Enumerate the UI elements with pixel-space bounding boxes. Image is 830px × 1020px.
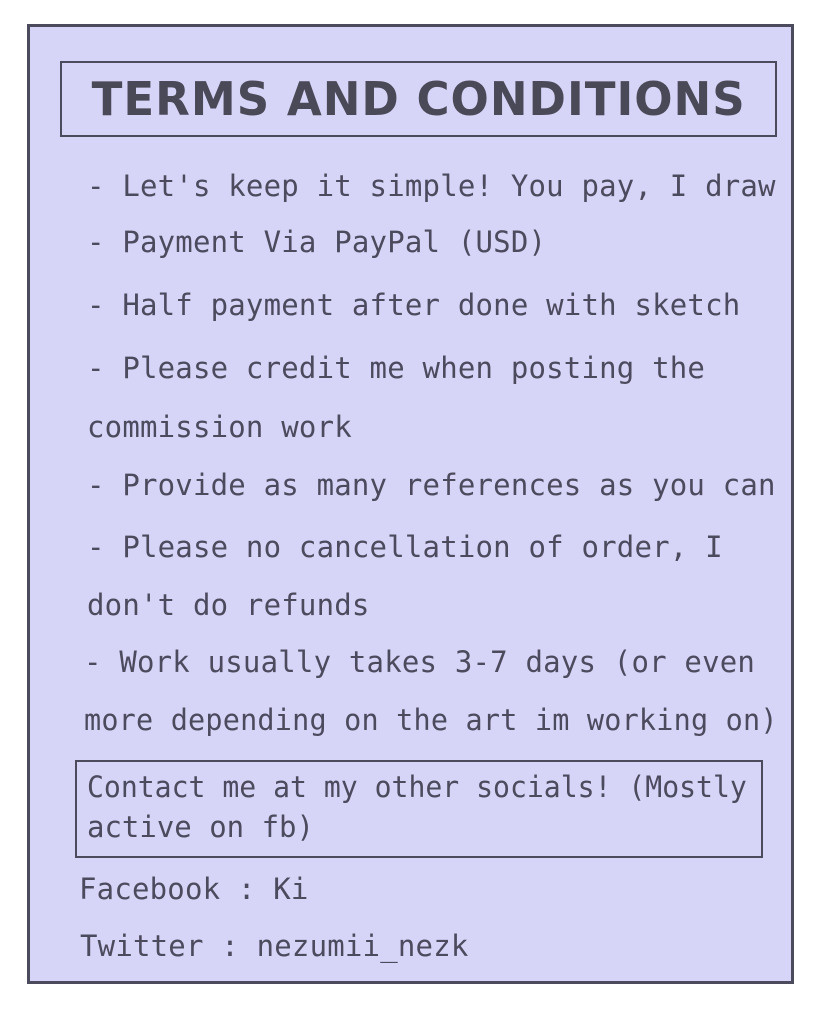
term-line: don't do refunds [87, 588, 370, 622]
title-box [60, 61, 777, 137]
term-line: - Work usually takes 3-7 days (or even [84, 645, 756, 679]
term-line: commission work [87, 410, 352, 444]
contact-box [75, 760, 763, 858]
contact-text: active on fb) [87, 810, 314, 844]
twitter-handle: Twitter : nezumii_nezk [80, 929, 469, 963]
contact-text: Contact me at my other socials! (Mostly [87, 770, 747, 804]
page-title: TERMS AND CONDITIONS [91, 72, 746, 126]
term-line: - Please credit me when posting the [87, 351, 706, 385]
term-line: - Payment Via PayPal (USD) [87, 225, 547, 259]
facebook-handle: Facebook : Ki [79, 872, 309, 906]
term-line: - Please no cancellation of order, I [87, 530, 723, 564]
term-line: - Half payment after done with sketch [87, 288, 741, 322]
terms-card [27, 24, 794, 984]
term-line: - Let's keep it simple! You pay, I draw [87, 169, 776, 203]
term-line: - Provide as many references as you can [87, 468, 776, 502]
term-line: more depending on the art im working on) [84, 703, 778, 737]
